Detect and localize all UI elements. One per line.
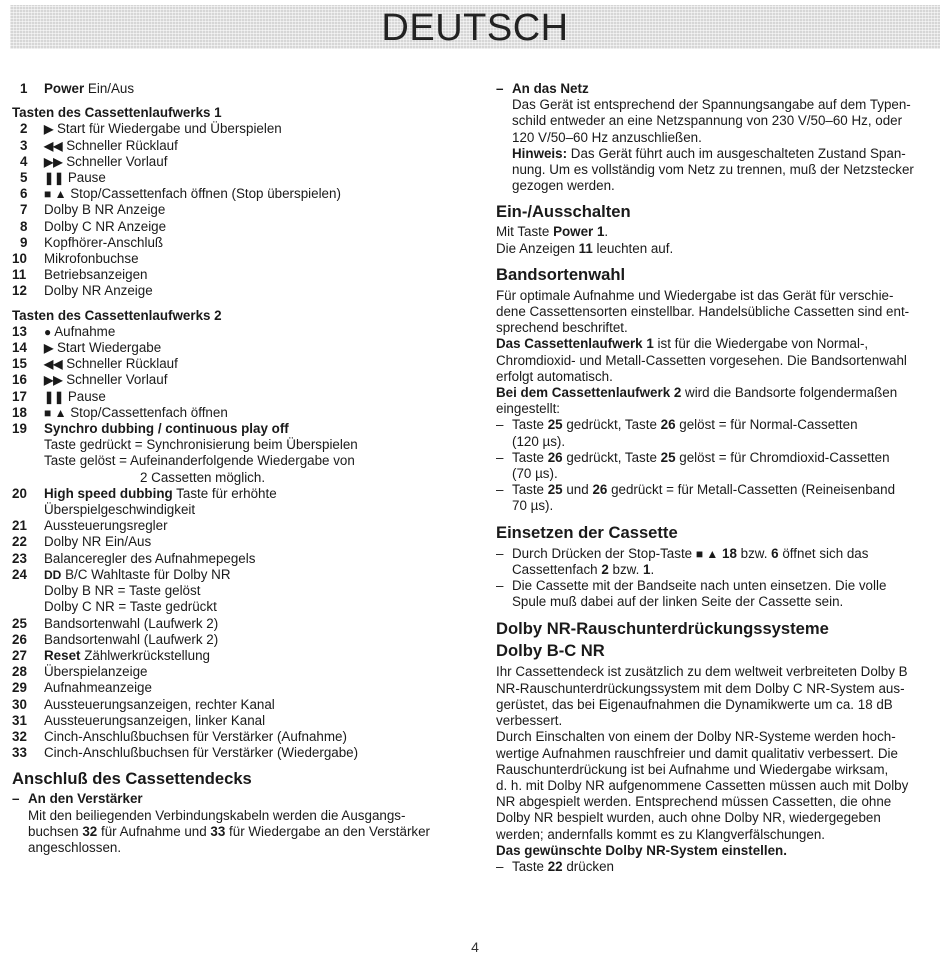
group-list-drive1 — [12, 121, 472, 299]
list-item: 32 Cinch-Anschlußbuchsen für Verstärker (Aufnahme) — [12, 728, 347, 744]
list-item: 6 ■ ▲ Stop/Cassettenfach öffnen (Stop überspielen) — [20, 186, 341, 202]
list-item: 17 ❚❚ Pause — [12, 388, 106, 404]
list-item: 26 Bandsortenwahl (Laufwerk 2) — [12, 631, 219, 647]
transport-icon: ■ ▲ — [44, 405, 67, 420]
paragraph: Mit den beiliegenden Verbindungskabeln werden die Ausgangs- buchsen 32 für Aufnahme und 33 für Wiedergabe an den Verstärker angeschlossen. — [28, 807, 431, 855]
list-item: 7 Dolby B NR Anzeige — [20, 202, 166, 218]
list-item: – Durch Drücken der Stop-Taste ■ ▲ 18 bzw. 6 öffnet sich das Cassettenfach 2 bzw. 1. — [496, 545, 869, 577]
list-25-26 — [12, 616, 472, 648]
list-item: 25 Bandsortenwahl (Laufwerk 2) — [12, 615, 219, 631]
list-item: 15 ◀◀ Schneller Rücklauf — [12, 356, 178, 372]
list-item: 8 Dolby C NR Anzeige — [20, 218, 167, 234]
paragraph: Für optimale Aufnahme und Wiedergabe ist das Gerät für verschie- dene Cassettensorten einstellbar. Handelsübliche Cassetten sind ent- sprechend beschriftet. Das Cassettenlaufwerk 1 ist für die Wiedergabe von Normal-, Chromdioxid- und Metall-Cassetten vorgesehen. Die Bandsortenwahl erfolgt automatisch. Bei dem Cassettenlaufwerk 2 wird die Bandsorte folgendermaßen eingestellt: — [496, 287, 910, 417]
transport-icon: ● — [44, 324, 52, 339]
list-item: 4 ▶▶ Schneller Vorlauf — [20, 153, 168, 169]
list-item: 2 ▶ Start für Wiedergabe und Überspielen — [20, 121, 282, 137]
list-item: 30 Aussteuerungsanzeigen, rechter Kanal — [12, 696, 275, 712]
section-heading-band: Bandsortenwahl — [496, 264, 626, 284]
section-subheading-dolby-bc: Dolby B-C NR — [496, 641, 605, 661]
list-item: 14 ▶ Start Wiedergabe — [12, 340, 162, 356]
header-band — [10, 5, 940, 49]
list-item: 21 Aussteuerungsregler — [12, 518, 168, 534]
section-heading-anschluss: Anschluß des Cassettendecks — [12, 769, 252, 789]
paragraph: Ihr Cassettendeck ist zusätzlich zu dem weltweit verbreiteten Dolby B NR-Rauschunterdrückungssystem mit dem Dolby C NR-System aus- gerüstet, das bei Eigenaufnahmen die Dynamikwerte um ca. 18 dB verbessert. Durch Einschalten von einem der Dolby NR-Systeme werden hoch- wertige Aufnahmen rauschfreier und damit qualitativ verbessert. Die Rauschunterdrückung ist bei Aufnahme und Wiedergabe wirksam, d. h. mit Dolby NR aufgenommene Cassetten müssen auch mit Dolby NR abgespielt werden. Entsprechend müssen Cassetten, die ohne Dolby NR bespielt wurden, auch ohne Dolby NR, wiedergegeben werden; andernfalls kommt es zu Klangverfälschungen. Das gewünschte Dolby NR-System einstellen. — [496, 664, 909, 858]
paragraph: Das Gerät ist entsprechend der Spannungsangabe auf dem Typen- schild entweder an eine Netzspannung von 230 V/50–60 Hz, oder 120 V/50–60 Hz anzuschließen. Hinweis: Das Gerät führt auch im ausgeschalteten Zustand Span- nung. Um es vollständig vom Netz zu trennen, muß der Netzstecker gezogen werden. — [512, 97, 914, 194]
transport-icon: ▶ — [44, 122, 54, 137]
transport-icon: ◀◀ — [44, 357, 63, 372]
list-item: – Taste 25 gedrückt, Taste 26 gelöst = für Normal-Cassetten (120 µs). — [496, 417, 858, 449]
list-item: 1 Power Ein/Aus — [20, 81, 135, 96]
list-item: – Die Cassette mit der Bandseite nach unten einsetzen. Die volle Spule muß dabei auf der linken Seite der Cassette sein. — [496, 578, 887, 610]
paragraph: Mit Taste Power 1. Die Anzeigen 11 leuchten auf. — [496, 224, 674, 256]
group-list-drive2 — [12, 324, 472, 421]
list-item: 9 Kopfhörer-Anschluß — [20, 234, 164, 250]
list-item: 5 ❚❚ Pause — [20, 170, 106, 186]
list-item: 29 Aufnahmeanzeige — [12, 680, 152, 696]
stop-eject-icon: ■ ▲ — [695, 546, 719, 561]
dolby-dd-icon: DD — [44, 567, 62, 582]
list-item: 19 Synchro dubbing / continuous play off — [12, 421, 289, 437]
transport-icon: ▶▶ — [44, 154, 63, 169]
list-item: 27 Reset Zählwerkrückstellung — [12, 647, 210, 663]
group-title-drive2: Tasten des Cassettenlaufwerks 2 — [12, 307, 222, 323]
group-title-drive1: Tasten des Cassettenlaufwerks 1 — [12, 105, 222, 121]
list-item: 11 Betriebsanzeigen — [12, 267, 148, 283]
list-item: 24 DD B/C Wahltaste für Dolby NR — [12, 566, 231, 582]
section-heading-einsetzen: Einsetzen der Cassette — [496, 522, 678, 542]
list-item: – Taste 25 und 26 gedrückt = für Metall-Cassetten (Reineisenband 70 µs). — [496, 482, 896, 514]
list-item: 13 ● Aufnahme — [12, 323, 116, 339]
list-item: 16 ▶▶ Schneller Vorlauf — [12, 372, 168, 388]
list-item: 31 Aussteuerungsanzeigen, linker Kanal — [12, 712, 266, 728]
transport-icon: ▶ — [44, 341, 54, 356]
transport-icon: ■ ▲ — [44, 187, 67, 202]
list-item: 12 Dolby NR Anzeige — [12, 283, 153, 299]
section-heading-dolby: Dolby NR-Rauschunterdrückungssysteme — [496, 619, 829, 639]
transport-icon: ❚❚ — [44, 389, 65, 404]
left-column: 1 Power Ein/Aus Tasten des Cassettenlaufwerks 1 2 ▶ Start für Wiedergabe und Überspielen 3 ◀◀ Schneller Rücklauf 4 ▶▶ Schneller Vorlauf 5 ❚❚ Pause 6 ■ ▲ Stop/Cassettenfach öffnen (Stop überspielen) 7 Dolby B NR Anzeige 8 Dolby C NR Anzeige 9 Kopfhörer-Anschluß 10 Mikrofonbuchse 11 Betriebsanzeigen 12 Dolby NR Anzeige Tasten des Cassettenlaufwerks 2 13 ● Aufnahme 14 ▶ Start Wiedergabe 15 ◀◀ Schneller Rücklauf 16 ▶▶ Schneller Vorlauf 17 ❚❚ Pause 18 ■ ▲ Stop/Cassettenfach öffnen 19 Synchro dubbing / continuous play off Taste gedrückt = Synchronisierung beim Überspielen Taste gelöst = Aufeinanderfolgende Wiedergabe von 2 Cassetten möglich. 20 High speed dubbing Taste für erhöhte Überspielgeschwindigkeit 21 Aussteuerungsregler 22 Dolby NR Ein/Aus 23 Balanceregler des Aufnahmepegels 24 DD B/C Wahltaste für Dolby NR Dolby B NR = Taste gelöst Dolby C NR = Taste gedrückt 25 Bandsortenwahl (Laufwerk 2) 26 Bandsortenwahl (Laufwerk 2) 27 Reset Zählwerkrückstellung 28 Überspielanzeige 29 Aufnahmeanzeige 30 Aussteuerungsanzeigen, rechter Kanal 31 Aussteuerungsanzeigen, linker Kanal 32 Cinch-Anschlußbuchsen für Verstärker (Aufnahme) 33 Cinch-Anschlußbuchsen für Verstärker (Wiedergabe) Anschluß des Cassettendecks – An den Verstärker Mit den beiliegenden Verbindungskabeln werden die Ausgangs- buchsen 32 für Aufnahme und 33 für Wiedergabe an den Verstärker angeschlossen. — [12, 81, 472, 856]
transport-icon: ◀◀ — [44, 138, 63, 153]
page-number: 4 — [471, 939, 479, 955]
list-item: – Taste 26 gedrückt, Taste 25 gelöst = für Chromdioxid-Cassetten (70 µs). — [496, 449, 890, 482]
list-21-23 — [12, 518, 472, 567]
section-heading-ein: Ein-/Ausschalten — [496, 202, 631, 222]
list-item: 18 ■ ▲ Stop/Cassettenfach öffnen — [12, 404, 228, 420]
list-item: 20 High speed dubbing Taste für erhöhte — [12, 485, 277, 501]
transport-icon: ▶▶ — [44, 373, 63, 388]
transport-icon: ❚❚ — [44, 171, 65, 186]
list-item: 23 Balanceregler des Aufnahmepegels — [12, 550, 256, 566]
list-item: 33 Cinch-Anschlußbuchsen für Verstärker (Wiedergabe) — [12, 745, 359, 761]
list-item: – Taste 22 drücken — [496, 858, 614, 874]
page-title: DEUTSCH — [381, 7, 569, 49]
list-28-33 — [12, 664, 472, 761]
list-item: 10 Mikrofonbuchse — [12, 251, 139, 267]
list-item: 22 Dolby NR Ein/Aus — [12, 534, 152, 550]
list-item: 28 Überspielanzeige — [12, 664, 148, 680]
list-item: 3 ◀◀ Schneller Rücklauf — [20, 137, 178, 153]
right-column: – An das Netz Das Gerät ist entsprechend der Spannungsangabe auf dem Typen- schild entweder an eine Netzspannung von 230 V/50–60 Hz, oder 120 V/50–60 Hz anzuschließen. Hinweis: Das Gerät führt auch im ausgeschalteten Zustand Span- nung. Um es vollständig vom Netz zu trennen, muß der Netzstecker gezogen werden. Ein-/Ausschalten Mit Taste Power 1. Die Anzeigen 11 leuchten auf. Bandsortenwahl Für optimale Aufnahme und Wiedergabe ist das Gerät für verschie- dene Cassettensorten einstellbar. Handelsübliche Cassetten sind ent- sprechend beschriftet. Das Cassettenlaufwerk 1 ist für die Wiedergabe von Normal-, Chromdioxid- und Metall-Cassetten vorgesehen. Die Bandsortenwahl erfolgt automatisch. Bei dem Cassettenlaufwerk 2 wird die Bandsorte folgendermaßen eingestellt: – Taste 25 gedrückt, Taste 26 gelöst = für Normal-Cassetten (120 µs). – Taste 26 gedrückt, Taste 25 gelöst = für Chromdioxid-Cassetten (70 µs). – Taste 25 und 26 gedrückt = für Metall-Cassetten (Reineisenband 70 µs). Einsetzen der Cassette – Durch Drücken der Stop-Taste ■ ▲ 18 bzw. 6 öffnet sich das Cassettenfach 2 bzw. 1. – Die Cassette mit der Bandseite nach unten einsetzen. Die volle Spule muß dabei auf der linken Seite der Cassette sein. Dolby NR-Rauschunterdrückungssysteme Dolby B-C NR Ihr Cassettendeck ist zusätzlich zu dem weltweit verbreiteten Dolby B NR-Rauschunterdrückungssystem mit dem Dolby C NR-System aus- gerüstet, das bei Eigenaufnahmen die Dynamikwerte um ca. 18 dB verbessert. Durch Einschalten von einem der Dolby NR-Systeme werden hoch- wertige Aufnahmen rauschfreier und damit qualitativ verbessert. Die Rauschunterdrückung ist bei Aufnahme und Wiedergabe wirksam, d. h. mit Dolby NR aufgenommene Cassetten müssen auch mit Dolby NR abgespielt werden. Entsprechend müssen Cassetten, die ohne Dolby NR bespielt wurden, auch ohne Dolby NR, wiedergegeben werden; andernfalls kommt es zu Klangverfälschungen. Das gewünschte Dolby NR-System einstellen. – Taste 22 drücken — [496, 81, 948, 875]
